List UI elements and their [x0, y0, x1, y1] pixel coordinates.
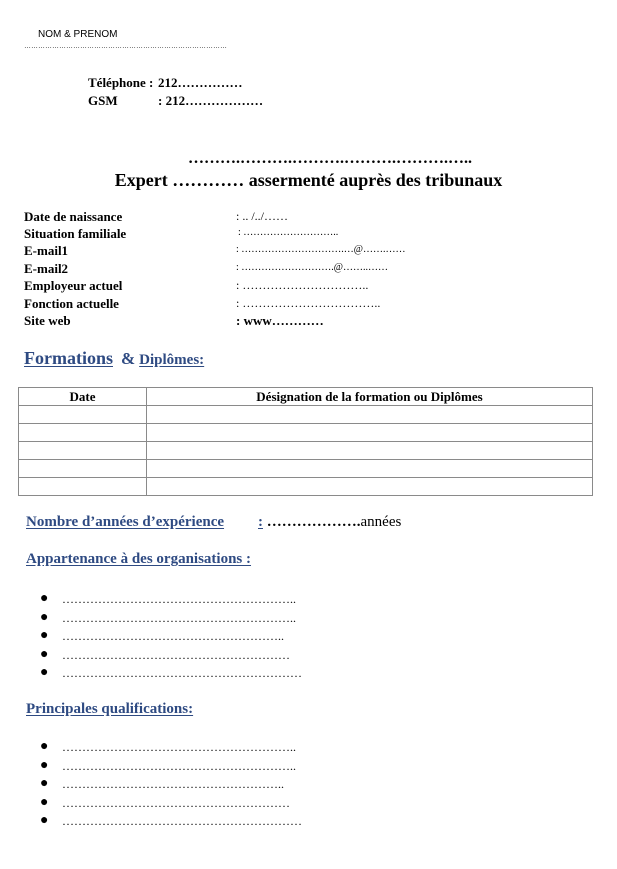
date-cell[interactable]	[19, 424, 147, 442]
employer-value: : …………………………..	[236, 278, 369, 292]
date-column-header: Date	[19, 388, 147, 406]
gsm-label: GSM	[88, 93, 118, 108]
list-item-text: …………………………………………………..	[62, 740, 296, 754]
designation-cell[interactable]	[147, 478, 593, 496]
website-label: Site web	[24, 313, 71, 328]
designation-cell[interactable]	[147, 442, 593, 460]
list-item-text: ………………………………………………..	[62, 629, 284, 643]
date-cell[interactable]	[19, 460, 147, 478]
date-cell[interactable]	[19, 442, 147, 460]
bullet-icon: ●	[40, 757, 49, 773]
family-status-label: Situation familiale	[24, 226, 127, 241]
list-item-text: …………………………………………………..	[62, 592, 296, 606]
formations-ampersand: &	[121, 349, 136, 368]
email1-label: E-mail1	[24, 243, 69, 258]
gsm-value: : 212………………	[158, 93, 264, 108]
experience-colon: :	[258, 514, 263, 530]
list-item-text: ………………………………………………..	[62, 777, 284, 791]
bullet-icon: ●	[40, 813, 49, 828]
diplomes-title: Diplômes:	[139, 352, 205, 368]
bullet-icon: ●	[40, 739, 49, 754]
date-cell[interactable]	[19, 406, 147, 424]
email1-value: : ………………………….…@…….……	[236, 244, 406, 255]
list-item-text: …………………………………………………	[62, 795, 290, 810]
list-item-text: …………………………………………………	[62, 647, 290, 662]
table-row	[19, 406, 593, 424]
formations-table	[18, 387, 593, 496]
birthdate-value: : .. /../……	[236, 209, 289, 223]
bullet-icon: ●	[40, 794, 49, 810]
table-row	[19, 460, 593, 478]
experience-unit: années	[360, 514, 402, 530]
page-title: Expert ………… assermenté auprès des tribunaux	[114, 170, 503, 190]
designation-cell[interactable]	[147, 460, 593, 478]
experience-years: ……………….	[266, 514, 361, 530]
list-item-text: …………………………………………………..	[62, 758, 296, 773]
title-fill-line: ……….……….……….……….……….…..	[188, 150, 472, 167]
employer-label: Employeur actuel	[24, 278, 123, 293]
table-row	[19, 442, 593, 460]
date-cell[interactable]	[19, 478, 147, 496]
birthdate-label: Date de naissance	[24, 209, 123, 224]
list-item-text: ……………………………………………………	[62, 814, 302, 828]
table-header-row	[19, 388, 593, 406]
experience-value	[258, 514, 401, 531]
list-item-text: …………………………………………………..	[62, 610, 296, 625]
bullet-icon: ●	[40, 609, 49, 625]
name-label: NOM & PRENOM	[38, 29, 118, 40]
bullet-icon: ●	[40, 646, 49, 662]
table-row	[19, 478, 593, 496]
organisations-heading: Appartenance à des organisations :	[26, 551, 252, 567]
function-label: Fonction actuelle	[24, 296, 119, 311]
designation-column-header: Désignation de la formation ou Diplômes	[147, 388, 593, 406]
list-item-text: ……………………………………………………	[62, 666, 302, 680]
email2-label: E-mail2	[24, 261, 69, 276]
qualifications-heading: Principales qualifications:	[26, 701, 194, 717]
telephone-label: Téléphone :	[88, 75, 154, 90]
name-fill-line: ……………………………………………………………………………	[24, 43, 227, 50]
designation-cell[interactable]	[147, 424, 593, 442]
bullet-icon: ●	[40, 591, 49, 606]
experience-label: Nombre d’années d’expérience	[26, 514, 225, 530]
email2-value: : ……………………….@……..……	[236, 262, 388, 273]
formations-title: Formations	[24, 348, 113, 368]
bullet-icon: ●	[40, 776, 49, 791]
bullet-icon: ●	[40, 665, 49, 680]
function-value: : ……………………………..	[236, 296, 381, 310]
family-status-value: : ………………………..	[238, 227, 339, 238]
designation-cell[interactable]	[147, 406, 593, 424]
table-row	[19, 424, 593, 442]
website-value: : www…………	[236, 313, 324, 328]
bullet-icon: ●	[40, 628, 49, 643]
formations-heading	[24, 348, 204, 369]
telephone-value: 212……………	[158, 75, 243, 90]
